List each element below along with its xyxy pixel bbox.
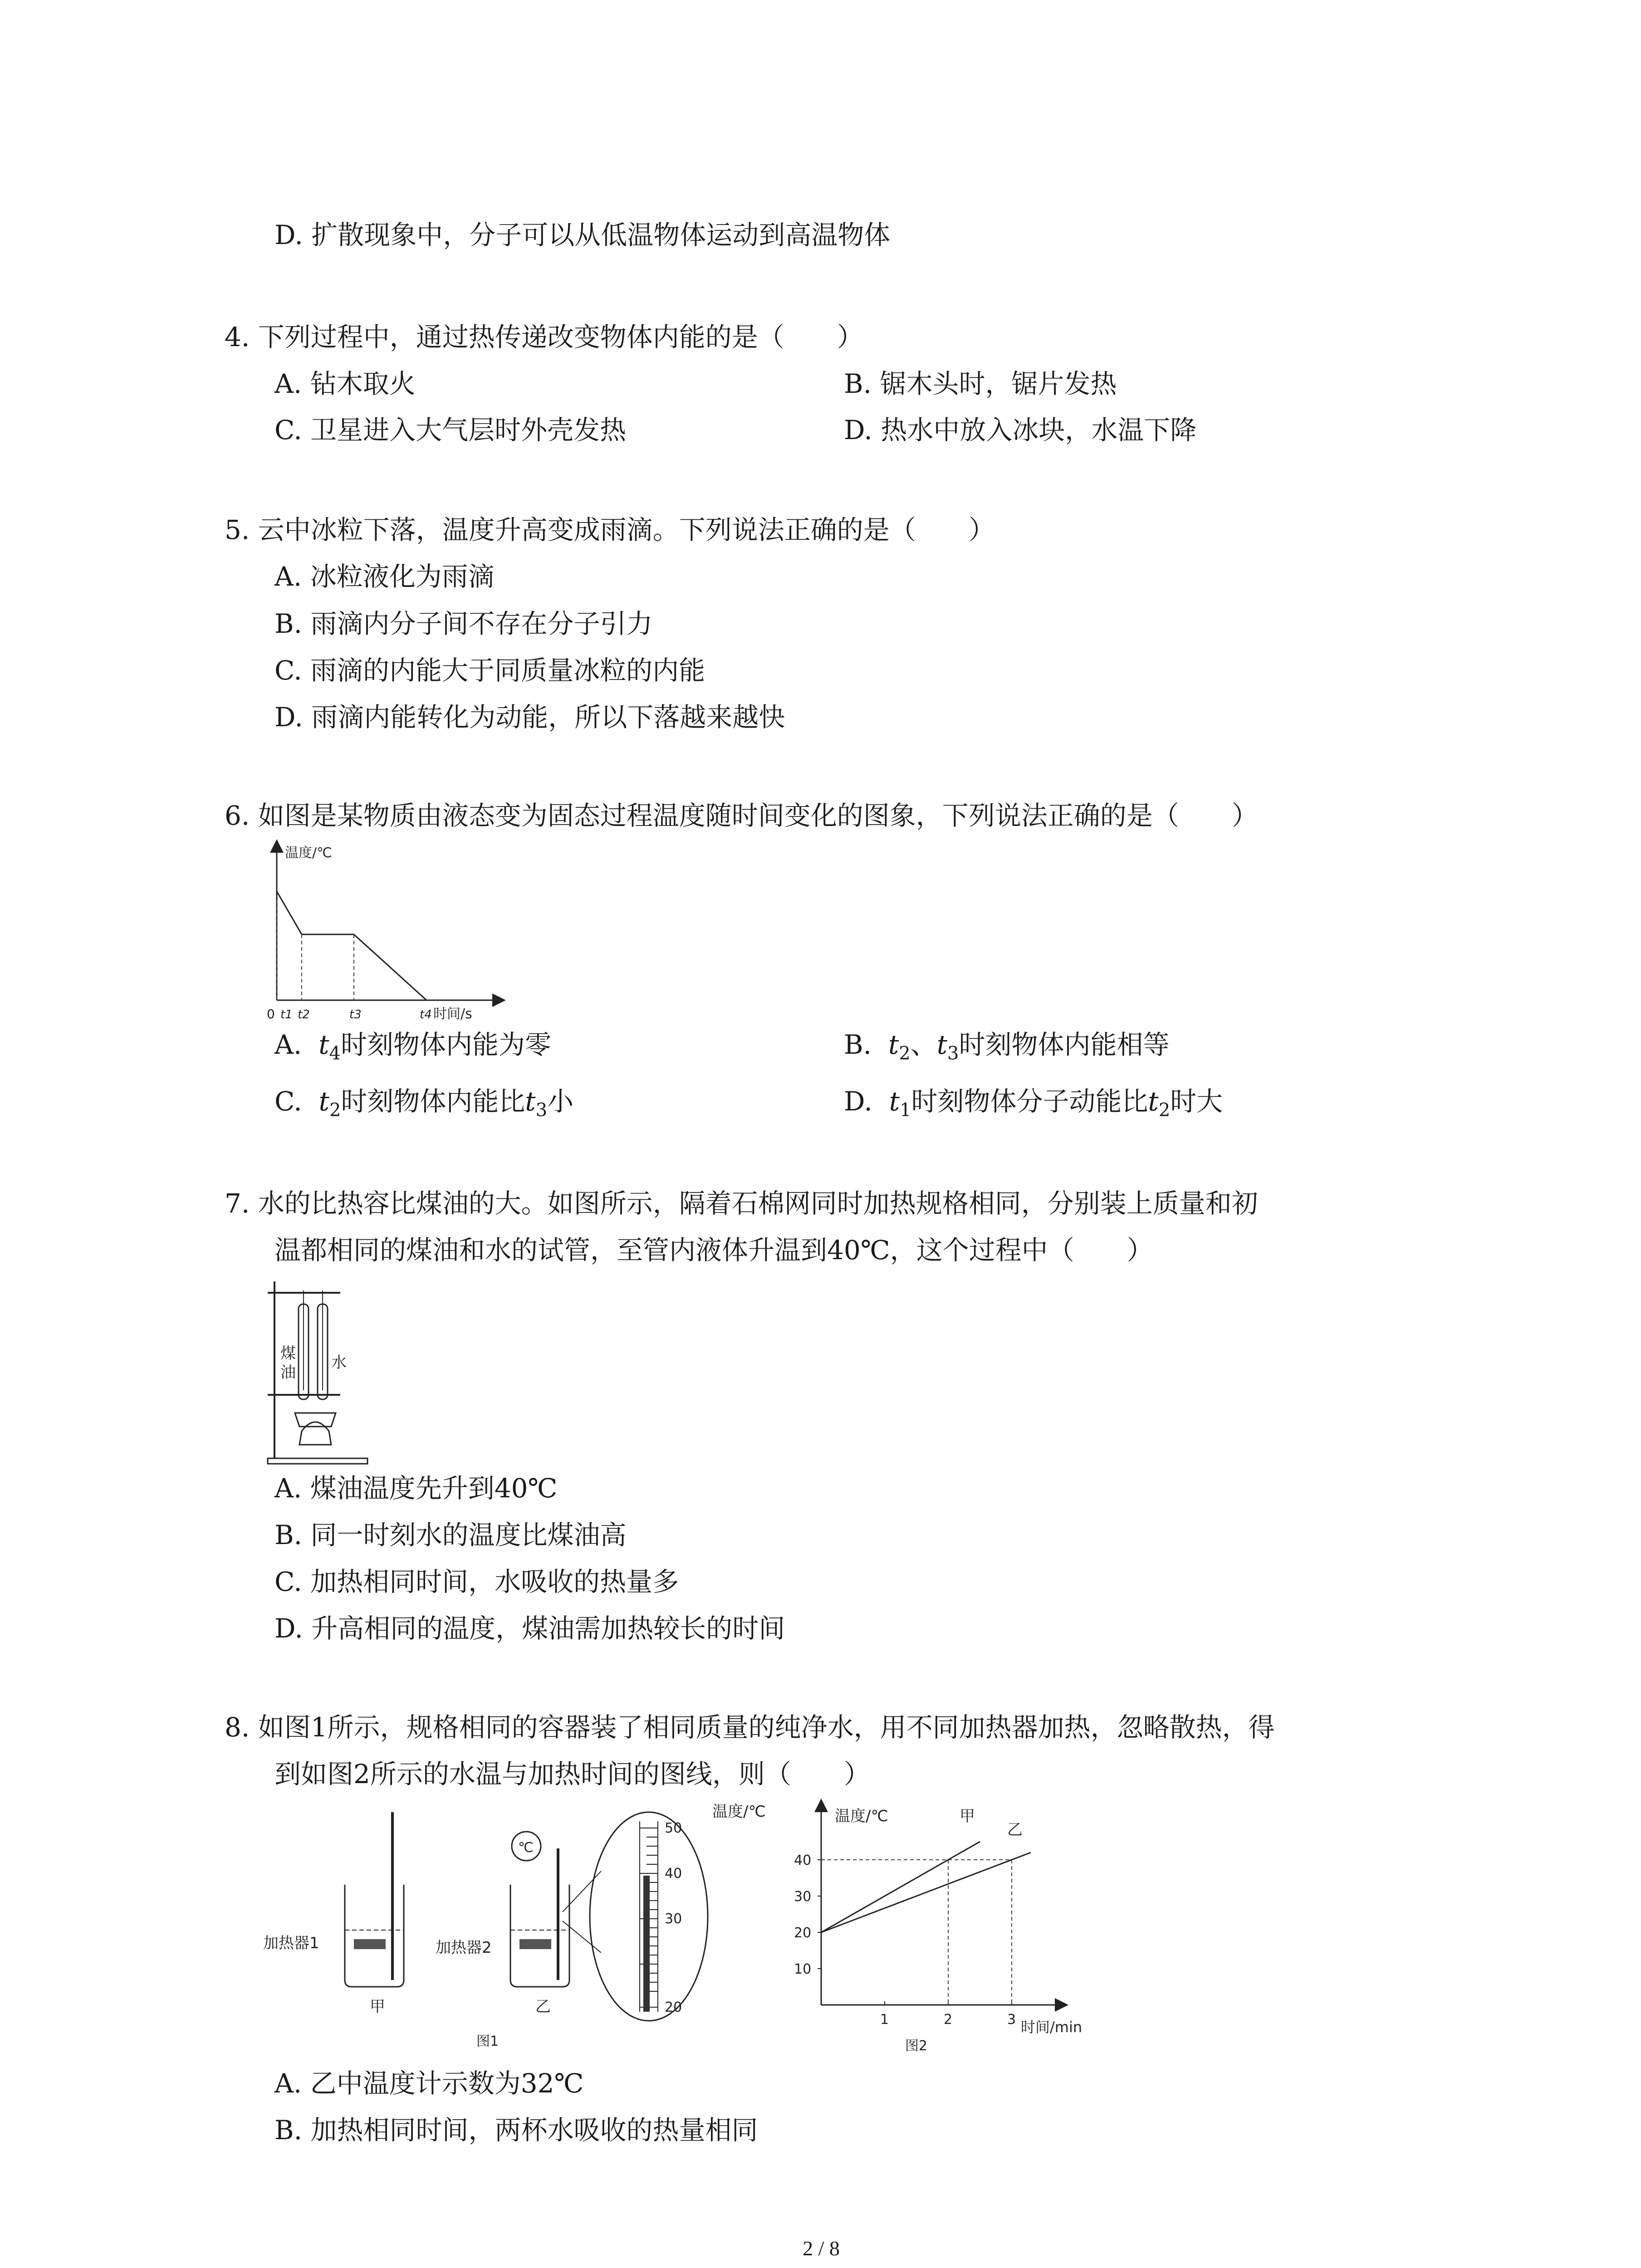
q8-xtick-label-3: 3: [1007, 2012, 1016, 2028]
q8-option-b: B. 加热相同时间，两杯水吸收的热量相同: [274, 2115, 758, 2146]
q4-option-a: A. 钻木取火: [274, 368, 416, 399]
q5-option-c: C. 雨滴的内能大于同质量冰粒的内能: [274, 655, 705, 686]
q6-xlabel: 时间/s: [433, 1006, 472, 1022]
q8-ytick-label-30: 30: [794, 1889, 812, 1905]
q8-stem-line1: 8. 如图1所示，规格相同的容器装了相同质量的纯净水，用不同加热器加热，忽略散热，得: [225, 1712, 1275, 1743]
q6-option-b: B. $t_2$、$t_3$时刻物体内能相等: [844, 1029, 1170, 1064]
q6-ylabel: 温度/℃: [285, 845, 332, 861]
q6-stem: 6. 如图是某物质由液态变为固态过程温度随时间变化的图象，下列说法正确的是（ ）: [225, 800, 1258, 831]
q7-stem-line1: 7. 水的比热容比煤油的大。如图所示，隔着石棉网同时加热规格相同，分别装上质量和初: [225, 1188, 1258, 1219]
q8-scale-20: 20: [665, 1999, 682, 2015]
q3-option-d: D. 扩散现象中，分子可以从低温物体运动到高温物体: [274, 220, 891, 250]
q8-zoom-line-top: [563, 1871, 601, 1912]
q8-series-yi-label: 乙: [1007, 1821, 1023, 1839]
q8-unit-label: ℃: [518, 1840, 534, 1856]
q8-chart-xlabel: 时间/min: [1021, 2019, 1083, 2036]
q7-option-b: B. 同一时刻水的温度比煤油高: [274, 1520, 627, 1550]
q6-option-d: D. $t_1$时刻物体分子动能比$t_2$时大: [844, 1086, 1223, 1121]
q7-stand-base: [268, 1458, 367, 1464]
q7-label-water: 水: [331, 1354, 347, 1372]
q7-burner: [299, 1422, 331, 1445]
q6-tick-t1: t1: [280, 1008, 293, 1022]
q5-option-b: B. 雨滴内分子间不存在分子引力: [274, 608, 653, 639]
q6-tick-t2: t2: [298, 1008, 310, 1022]
q8-zoom-label: 温度/℃: [712, 1803, 766, 1821]
q8-heater-yi: [519, 1939, 551, 1949]
q8-series-line-1: [821, 1842, 980, 1932]
q8-xtick-label-1: 1: [880, 2012, 889, 2028]
q8-series-line-2: [821, 1853, 1031, 1932]
q7-gauze: [295, 1413, 336, 1427]
q8-zoom-line-bottom: [563, 1921, 601, 1953]
q8-ytick-label-10: 10: [794, 1961, 812, 1977]
q8-fig2-caption: 图2: [905, 2038, 928, 2054]
q8-heater-jia: [354, 1939, 386, 1949]
q6-tick-t3: t3: [349, 1008, 362, 1022]
page-number: 2 / 8: [803, 2237, 840, 2260]
q8-figure-2: [780, 1796, 1134, 2054]
q8-series-jia-label: 甲: [960, 1807, 975, 1825]
q8-stem-line2: 到如图2所示的水温与加热时间的图线，则（ ）: [274, 1759, 870, 1789]
q5-stem: 5. 云中冰粒下落，温度升高变成雨滴。下列说法正确的是（ ）: [225, 514, 995, 545]
q7-label-mei: 煤: [280, 1344, 296, 1363]
q7-option-d: D. 升高相同的温度，煤油需加热较长的时间: [274, 1613, 785, 1644]
q8-beaker-yi: [510, 1885, 569, 1987]
q8-zoom-mercury: [643, 1876, 650, 2012]
q6-option-c: C. $t_2$时刻物体内能比$t_3$小: [274, 1086, 574, 1121]
q6-curve: [277, 891, 426, 1000]
q4-option-b: B. 锯木头时，锯片发热: [844, 368, 1117, 399]
q8-scale-40: 40: [665, 1866, 682, 1882]
q8-heater1-label: 加热器1: [263, 1934, 319, 1952]
q8-scale-30: 30: [665, 1911, 682, 1927]
q5-option-d: D. 雨滴内能转化为动能，所以下落越来越快: [274, 702, 785, 733]
q8-fig1-caption: 图1: [476, 2033, 499, 2049]
q4-option-c: C. 卫星进入大气层时外壳发热: [274, 415, 627, 445]
q8-beaker-yi-label: 乙: [535, 1998, 551, 2016]
q7-label-you: 油: [280, 1364, 296, 1382]
q8-ytick-label-20: 20: [794, 1925, 812, 1941]
q6-origin: 0: [267, 1007, 275, 1022]
q6-option-a: A. $t_4$时刻物体内能为零: [274, 1029, 551, 1064]
q8-ytick-label-40: 40: [794, 1853, 812, 1868]
q8-heater2-label: 加热器2: [436, 1939, 492, 1957]
q7-option-a: A. 煤油温度先升到40℃: [274, 1473, 558, 1504]
q7-apparatus-figure: [263, 1277, 381, 1467]
q4-stem: 4. 下列过程中，通过热传递改变物体内能的是（ ）: [225, 322, 863, 352]
q6-cooling-graph: [263, 837, 517, 1027]
q8-figure-1: [263, 1803, 766, 2057]
q5-option-a: A. 冰粒液化为雨滴: [274, 561, 495, 592]
q8-beaker-jia-label: 甲: [370, 1998, 385, 2016]
q7-option-c: C. 加热相同时间，水吸收的热量多: [274, 1566, 679, 1597]
q4-option-d: D. 热水中放入冰块，水温下降: [844, 415, 1197, 445]
q6-tick-t4: t4: [420, 1008, 432, 1022]
q8-option-a: A. 乙中温度计示数为32℃: [274, 2068, 584, 2099]
q8-xtick-label-2: 2: [944, 2012, 953, 2028]
q8-scale-50: 50: [665, 1820, 682, 1836]
q7-stem-line2: 温都相同的煤油和水的试管，至管内液体升温到40℃，这个过程中（ ）: [274, 1235, 1153, 1266]
q8-chart-ylabel: 温度/℃: [835, 1807, 888, 1825]
q8-beaker-jia: [345, 1885, 404, 1987]
